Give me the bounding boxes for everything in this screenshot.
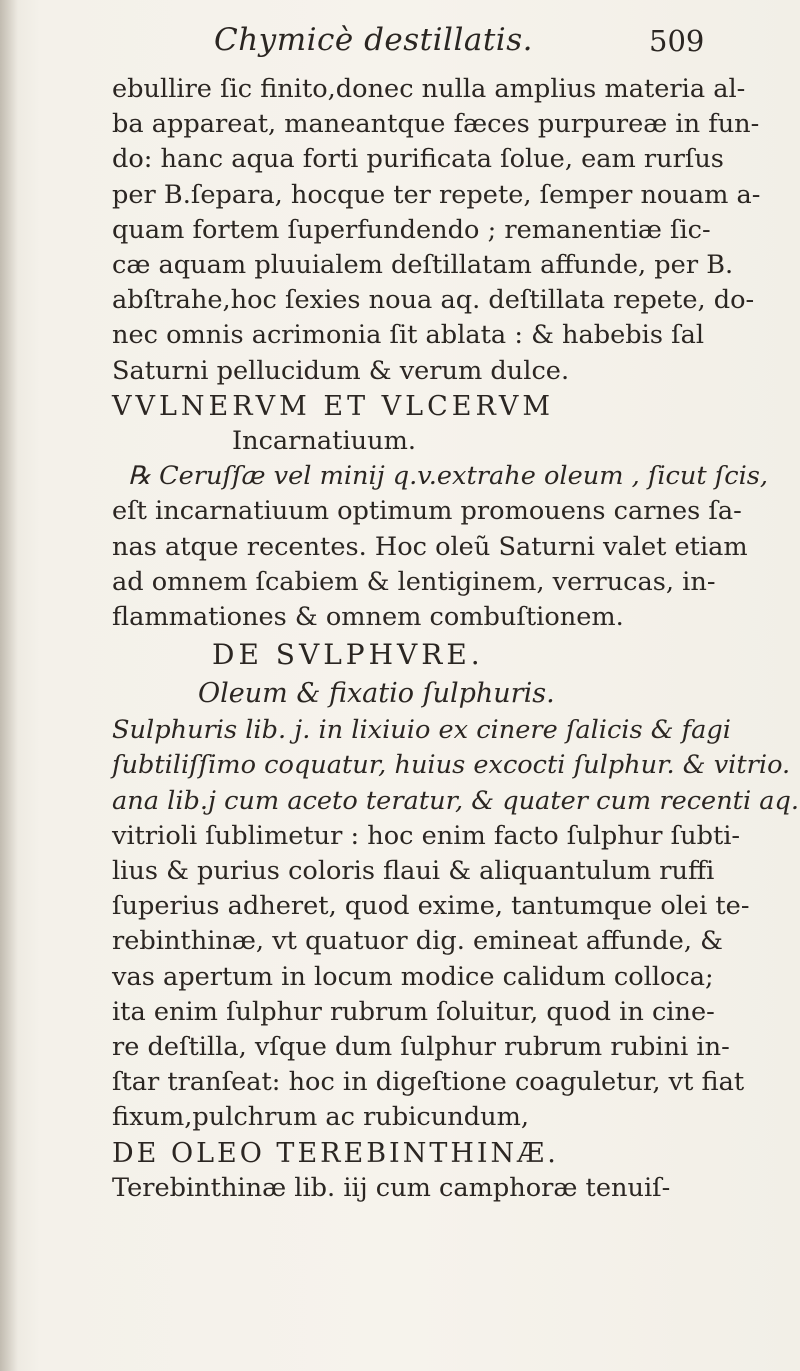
text-line: re deſtilla, vſque dum ſulphur rubrum rubini in- xyxy=(112,1032,730,1063)
section-heading: DE OLEO TEREBINTHINÆ. xyxy=(112,1137,559,1169)
section-subheading: Oleum & fixatio ſulphuris. xyxy=(198,678,555,710)
text-line: eſt incarnatiuum optimum promouens carnes ſa- xyxy=(112,496,742,527)
running-head xyxy=(112,22,792,72)
text-line: ba appareat, maneantque fæces purpureæ in fun- xyxy=(112,109,760,140)
text-line: cæ aquam pluuialem deſtillatam affunde, per B. xyxy=(112,250,734,281)
text-line: Saturni pellucidum & verum dulce. xyxy=(112,355,570,386)
text-line: do: hanc aqua forti purificata ſolue, eam rurſus xyxy=(112,144,724,175)
text-line: ad omnem ſcabiem & lentiginem, verrucas, in- xyxy=(112,566,716,597)
page-number: 509 xyxy=(649,24,705,58)
text-line: abſtrahe,hoc ſexies noua aq. deſtillata repete, do- xyxy=(112,285,755,316)
text-line: Terebinthinæ lib. iij cum camphoræ tenuiſ- xyxy=(112,1172,671,1203)
section-heading: VVLNERVM ET VLCERVM xyxy=(112,390,554,422)
recipe-line: Sulphuris lib. j. in lixiuio ex cinere ſalicis & fagi xyxy=(112,715,731,746)
text-line: nec omnis acrimonia ſit ablata : & habebis ſal xyxy=(112,320,705,351)
text-line: quam fortem ſuperfundendo ; remanentiæ ſic- xyxy=(112,214,711,245)
text-line: ſuperius adheret, quod exime, tantumque olei te- xyxy=(112,891,750,922)
text-line: fixum,pulchrum ac rubicundum, xyxy=(112,1102,529,1133)
text-line: nas atque recentes. Hoc oleũ Saturni valet etiam xyxy=(112,531,748,562)
text-block xyxy=(112,22,800,1206)
text-line: ita enim ſulphur rubrum ſoluitur, quod in cine- xyxy=(112,996,715,1027)
text-line: flammationes & omnem combuſtionem. xyxy=(112,602,624,633)
text-line: vitrioli ſublimetur : hoc enim facto ſulphur ſubti- xyxy=(112,820,741,851)
running-head-title: Chymicè destillatis. xyxy=(214,22,533,58)
section-subheading: Incarnatiuum. xyxy=(232,426,417,457)
recipe-line: ſubtiliſſimo coquatur, huius excocti ſulphur. & vitrio. xyxy=(112,750,791,781)
section-heading: DE SVLPHVRE. xyxy=(212,638,484,672)
text-line: ſtar tranſeat: hoc in digeſtione coaguletur, vt fiat xyxy=(112,1067,745,1098)
recipe-line: ℞ Ceruſſæ vel minij q.v.extrahe oleum , ſicut ſcis, xyxy=(128,461,769,492)
gutter-shadow xyxy=(0,0,18,1371)
text-line: rebinthinæ, vt quatuor dig. emineat affunde, & xyxy=(112,926,723,957)
text-line: vas apertum in locum modice calidum colloca; xyxy=(112,961,714,992)
text-line: lius & purius coloris flaui & aliquantulum ruffi xyxy=(112,856,715,887)
text-line: per B.ſepara, hocque ter repete, ſemper nouam a- xyxy=(112,179,761,210)
text-line: ebullire ſic finito,donec nulla amplius materia al- xyxy=(112,74,746,104)
recipe-line: ana lib.j cum aceto teratur, & quater cum recenti aq. xyxy=(112,785,800,816)
